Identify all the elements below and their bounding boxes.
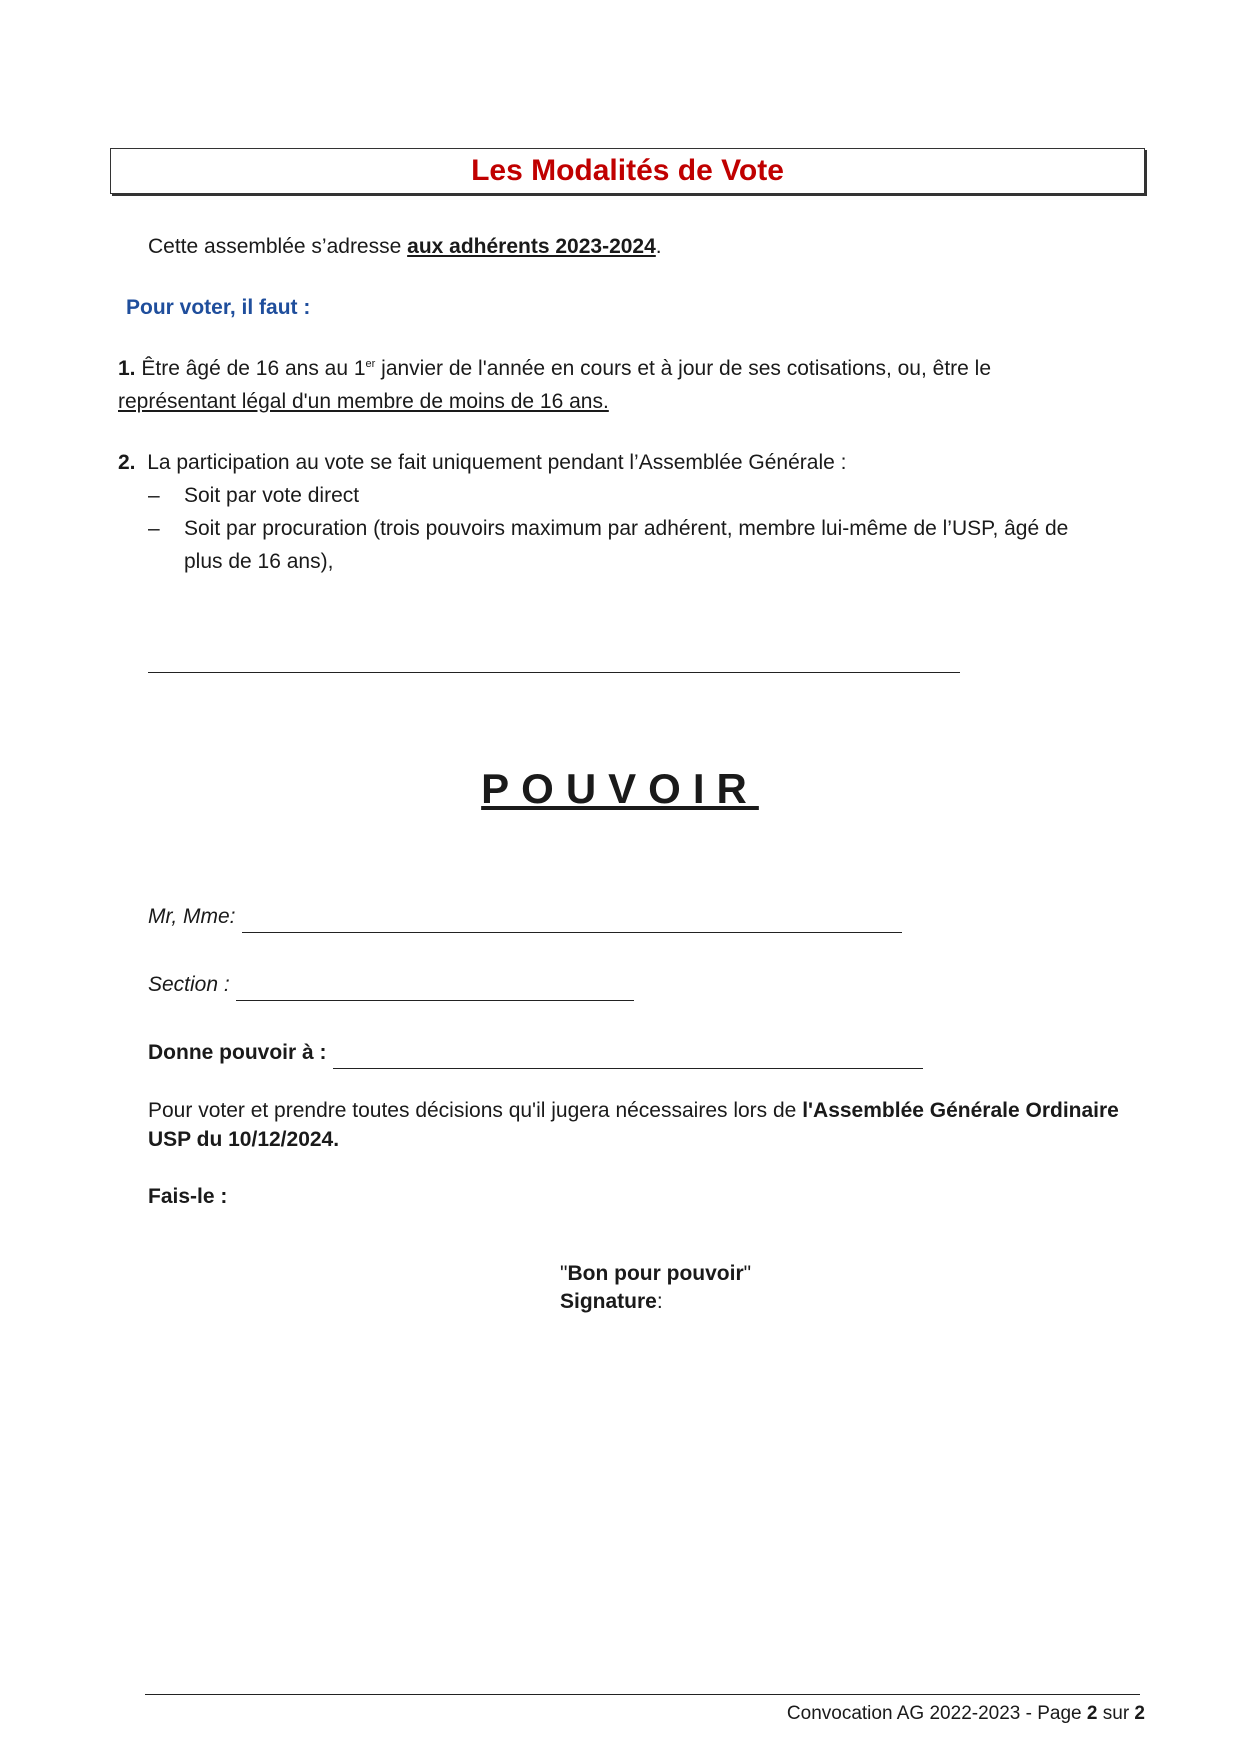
condition-item-1 <box>118 348 1136 418</box>
purpose-prefix: Pour voter et prendre toutes décisions qu'il jugera nécessaires lors de <box>148 1099 803 1122</box>
item1-text-c: représentant légal d'un membre de moins de 16 ans. <box>118 390 609 413</box>
signature-block <box>560 1260 751 1316</box>
section-title: Les Modalités de Vote <box>471 154 784 187</box>
item1-number: 1. <box>118 357 136 380</box>
footer-prefix: Convocation AG 2022-2023 - Page <box>786 1703 1087 1724</box>
fait-label: Fais-le : <box>148 1185 228 1208</box>
item1-superscript: er <box>365 358 376 370</box>
donne-pouvoir-input-line[interactable] <box>333 1046 923 1069</box>
item1-line-1 <box>118 348 1136 385</box>
item1-text-a: Être âgé de 16 ans au 1 <box>141 357 366 380</box>
sub-item-1-text: Soit par vote direct <box>184 484 360 507</box>
signature-colon: : <box>656 1290 663 1313</box>
sub-item-2-text-a: Soit par procuration (trois pouvoirs maximum par adhérent, membre lui-même de l’USP, âgé de <box>184 517 1069 540</box>
dash-marker: – <box>148 484 160 507</box>
section-title-box <box>110 148 1145 194</box>
pouvoir-title: POUVOIR <box>481 765 759 812</box>
dash-marker: – <box>148 517 160 540</box>
footer-page-total: 2 <box>1134 1703 1145 1724</box>
section-input-line[interactable] <box>236 978 634 1001</box>
name-label: Mr, Mme: <box>148 905 236 928</box>
quote-open: " <box>560 1262 568 1285</box>
sub-item-1 <box>148 479 1136 512</box>
intro-paragraph <box>148 230 662 263</box>
intro-emphasis: aux adhérents 2023-2024 <box>407 235 656 258</box>
sub-item-2-text-b: plus de 16 ans), <box>184 550 334 573</box>
conditions-heading: Pour voter, il faut : <box>126 296 311 319</box>
separator-line <box>148 672 960 673</box>
purpose-bold-a: l'Assemblée Générale Ordinaire <box>802 1099 1119 1122</box>
footer-middle: sur <box>1097 1703 1135 1724</box>
footer-divider <box>145 1694 1140 1695</box>
purpose-bold-b: USP du 10/12/2024. <box>148 1128 340 1151</box>
donne-pouvoir-label: Donne pouvoir à : <box>148 1041 327 1064</box>
item2-text: La participation au vote se fait uniquement pendant l’Assemblée Générale : <box>147 451 847 474</box>
page-footer <box>787 1703 1145 1725</box>
quote-close: " <box>743 1262 752 1285</box>
name-input-line[interactable] <box>242 910 902 933</box>
item2-number: 2. <box>118 451 136 474</box>
intro-suffix: . <box>655 235 662 258</box>
section-label: Section : <box>148 973 230 996</box>
sub-item-2 <box>148 512 1136 578</box>
purpose-paragraph <box>148 1096 1178 1154</box>
condition-item-2 <box>118 446 1136 578</box>
donne-pouvoir-field <box>148 1036 923 1069</box>
footer-page-number: 2 <box>1086 1703 1098 1724</box>
item1-text-b: janvier de l'année en cours et à jour de ses cotisations, ou, être le <box>375 357 992 380</box>
bon-pour-pouvoir: Bon pour pouvoir <box>567 1262 744 1285</box>
intro-prefix: Cette assemblée s’adresse <box>148 235 408 258</box>
signature-label: Signature <box>560 1290 657 1313</box>
section-field <box>148 968 634 1001</box>
name-field <box>148 900 902 933</box>
